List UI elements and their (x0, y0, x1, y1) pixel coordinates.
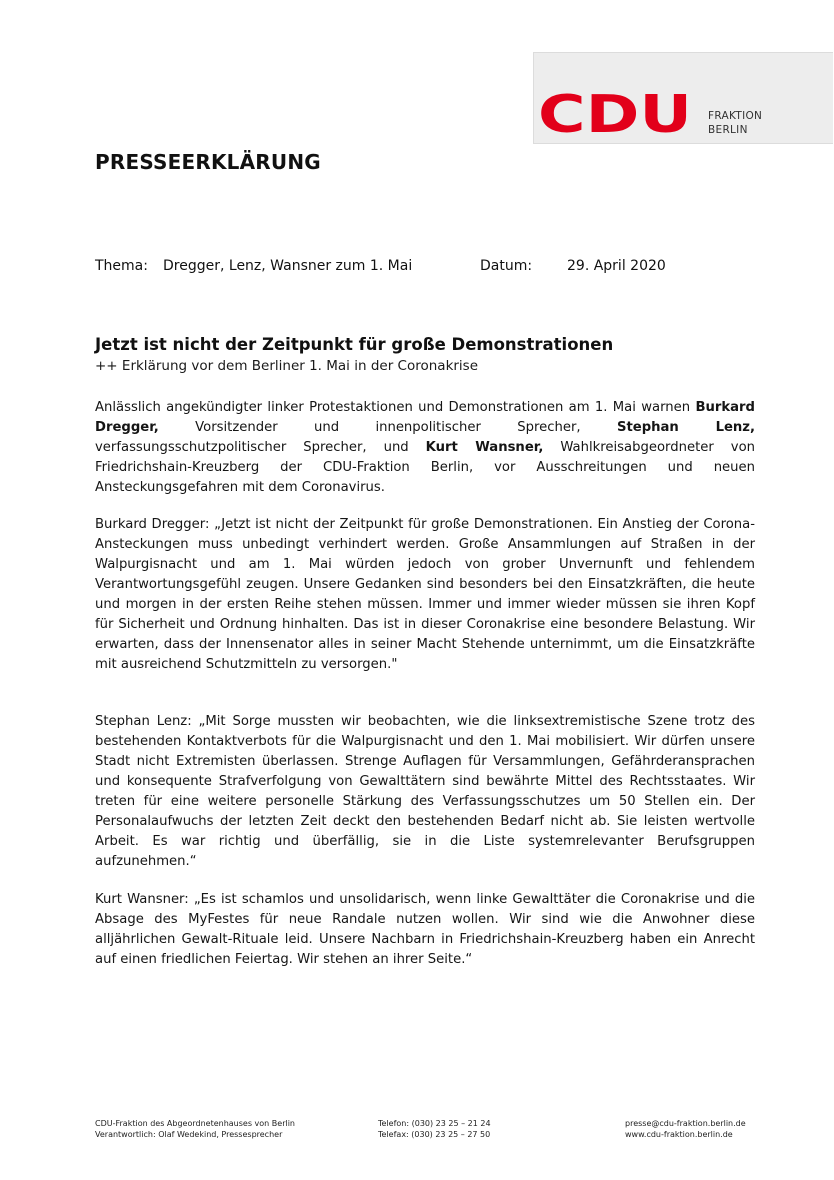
date-value: 29. April 2020 (567, 258, 666, 274)
lenz-quote-paragraph (95, 712, 755, 872)
footer-phone: Telefon: (030) 23 25 – 21 24 (378, 1119, 491, 1128)
intro-text-4: Wahlkreisabgeordneter von Friedrichshain-Kreuzberg der CDU-Fraktion Berlin, vor Ausschreitungen und neuen Ansteckungsgefahren mit dem Coronavirus. (95, 440, 755, 495)
headline: Jetzt ist nicht der Zeitpunkt für große Demonstrationen (95, 335, 614, 354)
subheadline: ++ Erklärung vor dem Berliner 1. Mai in der Coronakrise (95, 358, 479, 374)
document-title: PRESSEERKLÄRUNG (95, 150, 321, 174)
name-wansner: Kurt Wansner, (425, 440, 544, 455)
footer-website[interactable]: www.cdu-fraktion.berlin.de (625, 1130, 733, 1139)
logo-subtitle (708, 109, 762, 137)
wansner-quote: Kurt Wansner: „Es ist schamlos und unsolidarisch, wenn linke Gewalttäter die Coronakrise und die Absage des MyFestes für neue Randale nutzen wollen. Wir sind wie die Anwohner diese alljährlichen Gewalt-Rituale leid. Unsere Nachbarn in Friedrichshain-Kreuzberg haben ein Anrecht auf einen friedlichen Feiertag. Wir stehen an ihrer Seite.“ (95, 892, 755, 967)
cdu-logo-mark (538, 90, 694, 134)
topic-value: Dregger, Lenz, Wansner zum 1. Mai (163, 258, 413, 274)
cdu-logo (533, 52, 833, 144)
name-dregger: Burkard Dregger, (95, 400, 755, 435)
logo-line-berlin: BERLIN (708, 124, 748, 136)
date-label: Datum: (480, 258, 533, 274)
footer-responsible: Verantwortlich: Olaf Wedekind, Pressesprecher (95, 1130, 283, 1139)
footer-fax: Telefax: (030) 23 25 – 27 50 (378, 1130, 491, 1139)
name-lenz: Stephan Lenz, (616, 420, 755, 435)
intro-text-1: Anlässlich angekündigter linker Protestaktionen und Demonstrationen am 1. Mai warnen (95, 400, 696, 415)
topic-label: Thema: (95, 258, 148, 274)
footer-email[interactable]: presse@cdu-fraktion.berlin.de (625, 1119, 746, 1128)
footer-org: CDU-Fraktion des Abgeordnetenhauses von Berlin (95, 1119, 296, 1128)
intro-paragraph (95, 398, 755, 498)
intro-text-3: verfassungsschutzpolitischer Sprecher, und (95, 440, 426, 455)
footer-contact-web (625, 1118, 746, 1140)
wansner-quote-paragraph (95, 890, 755, 970)
footer-contact-phone (378, 1118, 491, 1140)
dregger-quote-paragraph (95, 515, 755, 675)
cdu-logo-text: CDU (538, 90, 692, 136)
intro-text-2: Vorsitzender und innenpolitischer Sprecher, (158, 420, 617, 435)
dregger-quote: Burkard Dregger: „Jetzt ist nicht der Zeitpunkt für große Demonstrationen. Ein Anstieg der Corona-Ansteckungen muss unbedingt verhindert werden. Große Ansammlungen auf Straßen in der Walpurgisnacht und am 1. Mai würden jedoch von grober Unvernunft und fehlendem Verantwortungsgefühl zeugen. Unsere Gedanken sind besonders bei den Einsatzkräften, die heute und morgen in der ersten Reihe stehen müssen. Immer und immer wieder müssen sie ihren Kopf für Sicherheit und Ordnung hinhalten. Das ist in dieser Coronakrise eine besondere Belastung. Wir erwarten, dass der Innensenator alles in seiner Macht Stehende unternimmt, um die Einsatzkräfte mit ausreichend Schutzmitteln zu versorgen." (95, 517, 755, 672)
logo-line-fraktion: FRAKTION (708, 110, 763, 122)
lenz-quote: Stephan Lenz: „Mit Sorge mussten wir beobachten, wie die linksextremistische Szene trotz des bestehenden Kontaktverbots für die Walpurgisnacht und den 1. Mai mobilisiert. Wir dürfen unsere Stadt nicht Extremisten überlassen. Strenge Auflagen für Versammlungen, Gefährderansprachen und konsequente Strafverfolgung von Gewalttätern sind bewährte Mittel des Rechtsstaates. Wir treten für eine weitere personelle Stärkung des Verfassungsschutzes um 50 Stellen ein. Der Personalaufwuchs der letzten Zeit deckt den bestehenden Bedarf nicht ab. Sie leisten wertvolle Arbeit. Es war richtig und überfällig, sie in die Liste systemrelevanter Berufsgruppen aufzunehmen.“ (95, 714, 755, 869)
footer-organisation (95, 1118, 295, 1140)
